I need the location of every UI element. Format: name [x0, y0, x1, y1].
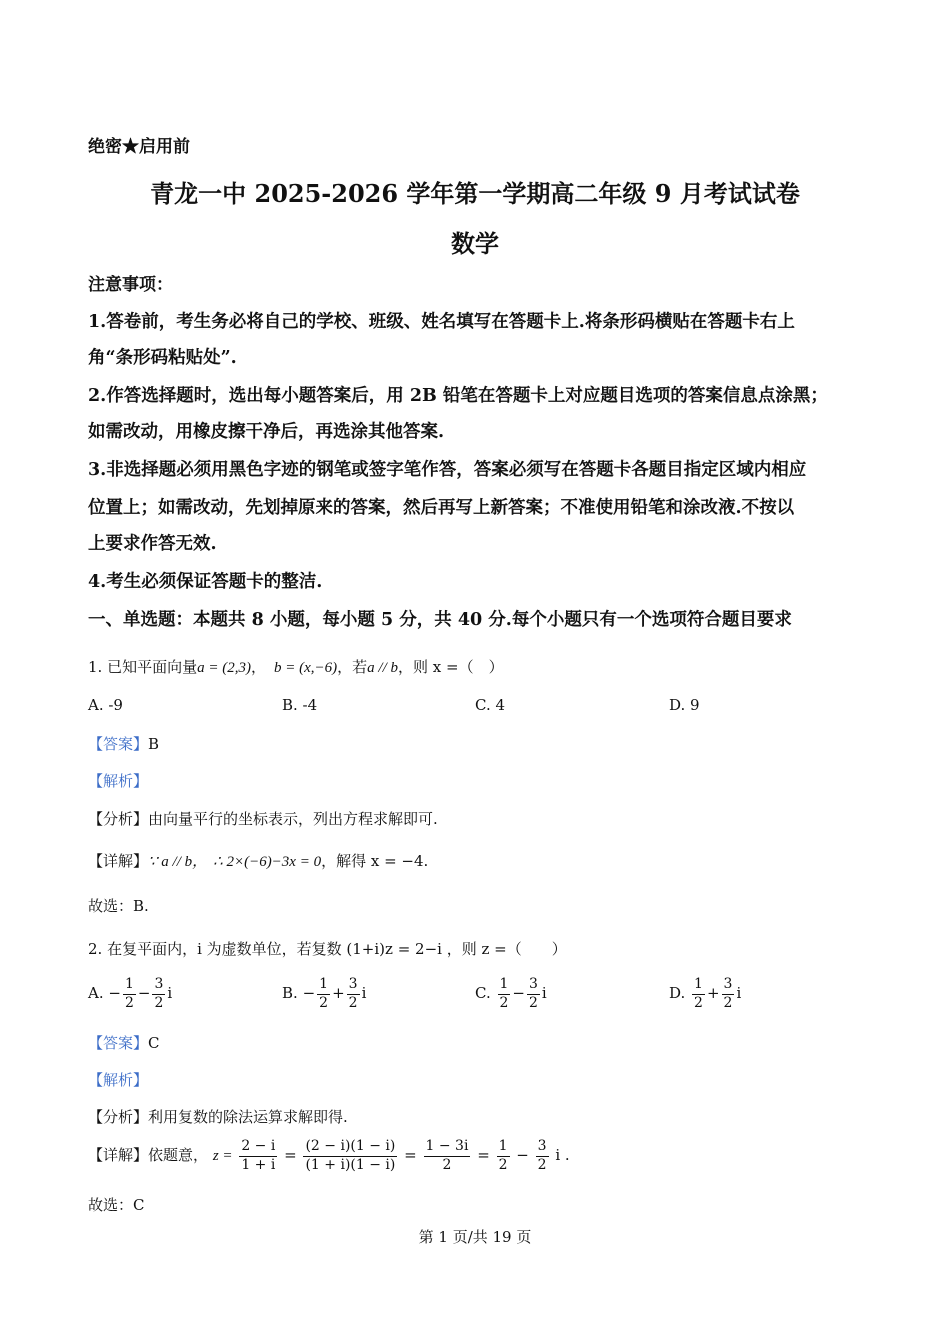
- denominator: 1 + i: [241, 1156, 276, 1173]
- fraction: [317, 976, 330, 1012]
- sign: −: [512, 984, 525, 1002]
- notice-heading: 注意事项：: [88, 275, 173, 295]
- fraction: [152, 976, 165, 1012]
- fenxi-text: 利用复数的除法运算求解即得.: [148, 1108, 348, 1126]
- numerator: 1: [123, 976, 136, 995]
- detail-part: ，解得 x = −4.: [321, 852, 429, 870]
- q1-option-a: A. -9: [88, 696, 123, 714]
- option-label: C.: [475, 984, 491, 1002]
- notice-line: 4.考生必须保证答题卡的整洁.: [88, 572, 323, 592]
- sign: −: [137, 984, 151, 1002]
- q1-analysis-tag: [88, 770, 148, 791]
- notice-line: 角“条形码粘贴处”.: [88, 348, 237, 368]
- q1-condition: a // b: [367, 660, 398, 676]
- imag-unit: i: [361, 984, 367, 1002]
- imag-unit: i: [541, 984, 547, 1002]
- detail-tag: 【详解】: [88, 852, 149, 870]
- fraction: [692, 976, 705, 1012]
- fraction: [722, 976, 735, 1012]
- fraction: [123, 976, 136, 1012]
- fraction: [536, 1138, 549, 1174]
- q1-cond-prefix: ，若: [337, 658, 368, 676]
- question-2-stem: 2. 在复平面内，i 为虚数单位，若复数 (1+i)z = 2−i ，则 z =（ ）: [88, 940, 567, 958]
- denominator: 2: [694, 994, 703, 1011]
- minus: −: [516, 1146, 529, 1164]
- q1-detail: [88, 850, 428, 871]
- fraction: [303, 1138, 397, 1174]
- analysis-tag: 【解析】: [88, 1071, 149, 1089]
- q1-option-c: C. 4: [475, 696, 506, 714]
- numerator: 1: [317, 976, 330, 995]
- fraction: [498, 976, 511, 1012]
- sign: +: [332, 984, 345, 1002]
- fenxi-text: 由向量平行的坐标表示，列出方程求解即可.: [148, 810, 438, 828]
- option-label: A.: [88, 984, 104, 1002]
- q1-vector-a: a = (2,3): [197, 660, 251, 676]
- q2-conclusion: 故选：C: [88, 1196, 145, 1214]
- notice-line: 如需改动，用橡皮擦干净后，再选涂其他答案.: [88, 422, 445, 442]
- answer-tag: 【答案】: [88, 735, 149, 753]
- equals: =: [284, 1146, 297, 1164]
- detail-part: ∵ a // b，: [148, 854, 208, 870]
- denominator: 2: [319, 994, 329, 1011]
- numerator: 3: [722, 976, 735, 995]
- imag-unit: i: [736, 984, 742, 1002]
- numerator: 3: [527, 976, 540, 995]
- q1-conclusion: 故选：B.: [88, 897, 149, 915]
- numerator: 2 − i: [239, 1138, 277, 1157]
- q1-option-d: D. 9: [669, 696, 700, 714]
- fraction: [497, 1138, 510, 1174]
- fraction: [347, 976, 360, 1012]
- fenxi-tag: 【分析】: [88, 810, 149, 828]
- q1-vector-b: b = (x,−6): [273, 660, 338, 676]
- sign: −: [108, 984, 121, 1002]
- denominator: 2: [498, 1156, 508, 1173]
- numerator: 3: [536, 1138, 549, 1157]
- detail-lead: 依题意，: [148, 1146, 209, 1164]
- detail-tag: 【详解】: [88, 1146, 149, 1164]
- notice-line: 1.答卷前，考生务必将自己的学校、班级、姓名填写在答题卡上.将条形码横贴在答题卡右上: [88, 312, 795, 332]
- denominator: 2: [537, 1156, 547, 1173]
- denominator: 2: [154, 994, 164, 1011]
- detail-lhs: z =: [212, 1148, 233, 1164]
- analysis-tag: 【解析】: [88, 772, 149, 790]
- q1-option-b: B. -4: [282, 696, 318, 714]
- notice-line: 3.非选择题必须用黑色字迹的钢笔或签字笔作答，答案必须写在答题卡各题目指定区域内相应: [88, 460, 807, 480]
- numerator: 1: [498, 976, 511, 995]
- denominator: 2: [499, 994, 509, 1011]
- denominator: (1 + i)(1 − i): [305, 1156, 396, 1173]
- fenxi-tag: 【分析】: [88, 1108, 149, 1126]
- denominator: 2: [124, 994, 134, 1011]
- numerator: 1 − 3i: [424, 1138, 471, 1157]
- denominator: 2: [723, 994, 733, 1011]
- q2-detail: [88, 1138, 570, 1174]
- numerator: (2 − i)(1 − i): [303, 1138, 397, 1157]
- numerator: 1: [692, 976, 705, 995]
- sign: +: [706, 984, 720, 1002]
- numerator: 1: [497, 1138, 510, 1157]
- q2-option-d: [669, 976, 741, 1012]
- denominator: 2: [442, 1156, 452, 1173]
- answer-tag: 【答案】: [88, 1034, 149, 1052]
- question-1-stem: 1. 已知平面向量a = (2,3)， b = (x,−6)，若a // b，则 x =（ ）: [88, 658, 504, 676]
- fraction: [239, 1138, 277, 1174]
- fraction: [424, 1138, 471, 1174]
- section-heading: 一、单选题：本题共 8 小题，每小题 5 分，共 40 分.每个小题只有一个选项符合题目要求: [88, 610, 792, 630]
- sign: −: [302, 984, 316, 1002]
- numerator: 3: [152, 976, 165, 995]
- page-number: 第 1 页/共 19 页: [418, 1228, 532, 1246]
- q2-answer: [88, 1032, 160, 1053]
- answer-value: C: [148, 1034, 160, 1052]
- subject-title: 数学: [451, 229, 499, 258]
- q2-analysis-tag: [88, 1069, 148, 1090]
- denominator: 2: [529, 994, 538, 1011]
- q1-answer: [88, 733, 159, 754]
- answer-value: B: [148, 735, 160, 753]
- numerator: 3: [347, 976, 360, 995]
- imag-unit: i .: [555, 1146, 570, 1164]
- option-label: D.: [669, 984, 686, 1002]
- equals: =: [404, 1146, 417, 1164]
- exam-title: 青龙一中 2025-2026 学年第一学期高二年级 9 月考试试卷: [150, 179, 800, 208]
- q2-option-b: [282, 976, 366, 1012]
- denominator: 2: [348, 994, 358, 1011]
- fraction: [527, 976, 540, 1012]
- option-label: B.: [282, 984, 298, 1002]
- secret-label: 绝密★启用前: [88, 137, 190, 157]
- notice-line: 2.作答选择题时，选出每小题答案后，用 2B 铅笔在答题卡上对应题目选项的答案信息点涂黑；: [88, 386, 828, 406]
- equals: =: [477, 1146, 490, 1164]
- q1-fenxi: [88, 808, 438, 829]
- q2-option-c: [475, 976, 547, 1012]
- detail-part: ∴ 2×(−6)−3x = 0: [213, 854, 322, 870]
- notice-line: 上要求作答无效.: [88, 534, 217, 554]
- q1-ask: ，则 x =（ ）: [398, 658, 504, 676]
- notice-line: 位置上；如需改动，先划掉原来的答案，然后再写上新答案；不准使用铅笔和涂改液.不按以: [88, 498, 795, 518]
- q2-fenxi: [88, 1106, 348, 1127]
- q1-prefix: 1. 已知平面向量: [88, 658, 198, 676]
- imag-unit: i: [167, 984, 173, 1002]
- q2-option-a: [88, 976, 172, 1012]
